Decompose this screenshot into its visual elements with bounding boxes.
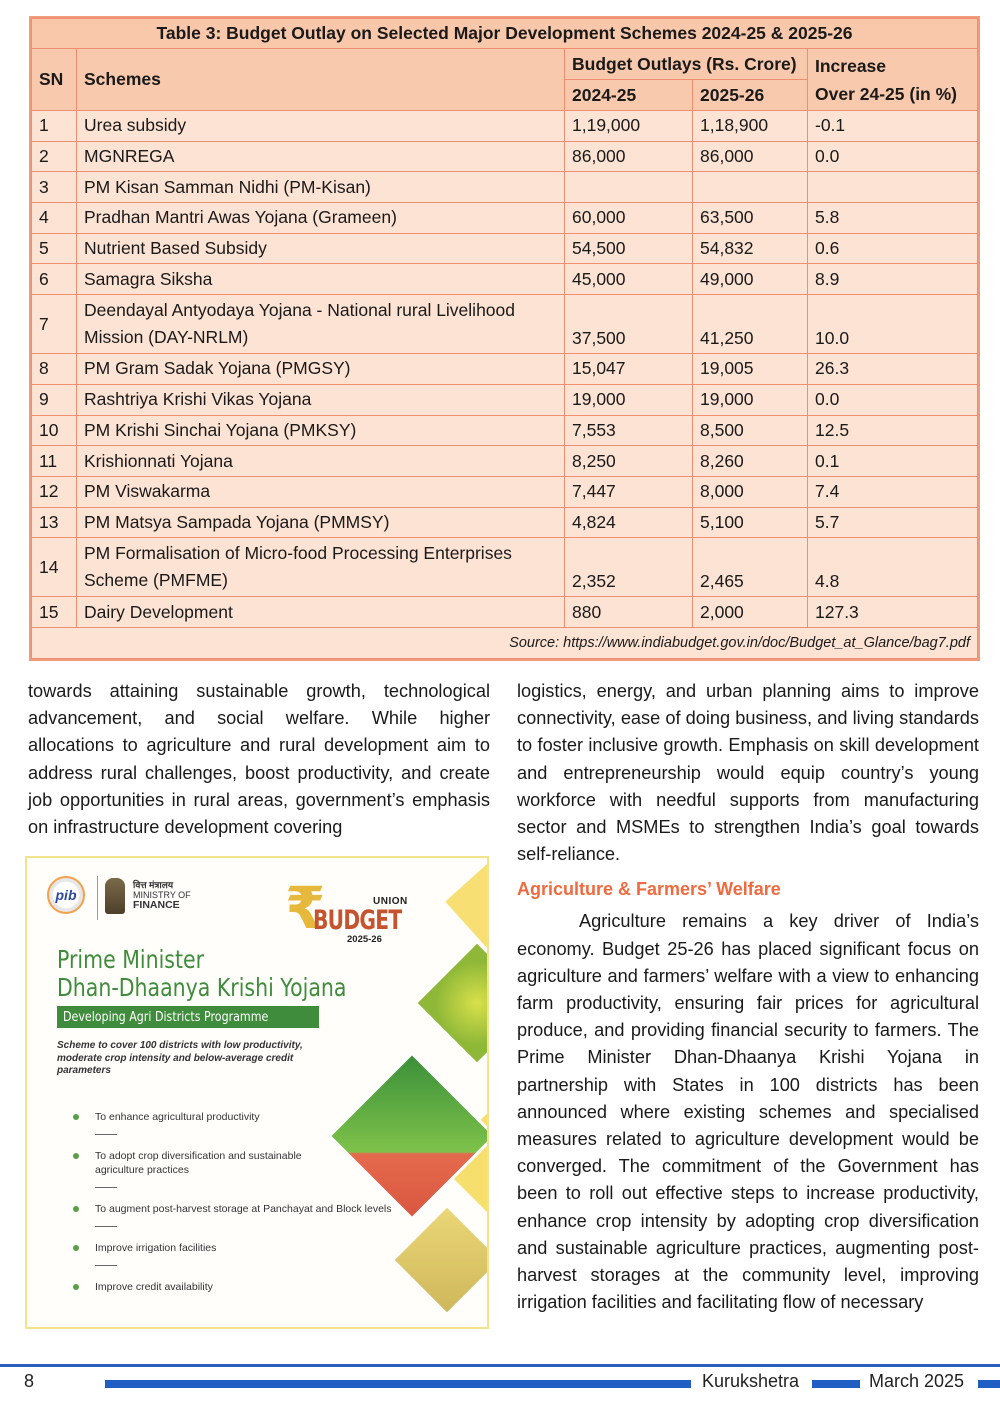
- cell-2025-26: [693, 172, 808, 203]
- cell-2024-25: 54,500: [565, 233, 693, 264]
- cell-scheme: PM Kisan Samman Nidhi (PM-Kisan): [77, 172, 565, 203]
- table-row: [32, 597, 978, 628]
- cell-2025-26: 8,500: [693, 415, 808, 446]
- table-caption: Table 3: Budget Outlay on Selected Major Development Schemes 2024-25 & 2025-26: [32, 19, 978, 49]
- table-row: [32, 295, 978, 354]
- cell-sn: 9: [32, 384, 77, 415]
- cell-2025-26: 8,260: [693, 446, 808, 477]
- cell-2025-26: 19,005: [693, 354, 808, 385]
- bullet-icon: [73, 1284, 79, 1290]
- page-number: 8: [24, 1371, 35, 1391]
- cell-sn: 4: [32, 203, 77, 234]
- header-year-2024-25: 2024-25: [565, 80, 693, 111]
- cell-2025-26: 2,000: [693, 597, 808, 628]
- bullet-icon: [73, 1153, 79, 1159]
- cell-2025-26: 5,100: [693, 507, 808, 538]
- bullet-icon: [73, 1245, 79, 1251]
- footer-rule: [0, 1364, 1000, 1367]
- table-row: [32, 203, 978, 234]
- table-row: [32, 415, 978, 446]
- divider: [95, 1187, 117, 1188]
- cell-2025-26: 2,465: [693, 538, 808, 597]
- cell-increase: 0.6: [808, 233, 978, 264]
- cell-sn: 12: [32, 476, 77, 507]
- cell-sn: 2: [32, 141, 77, 172]
- cell-scheme: PM Krishi Sinchai Yojana (PMKSY): [77, 415, 565, 446]
- pm-dhan-dhaanya-poster: [25, 856, 489, 1329]
- table-row: [32, 446, 978, 477]
- budget-label: BUDGET: [313, 905, 402, 936]
- cell-sn: 13: [32, 507, 77, 538]
- list-item-text: To adopt crop diversification and sustainable agriculture practices: [95, 1150, 302, 1176]
- poster-tagline: [57, 1006, 319, 1028]
- cell-2024-25: 15,047: [565, 354, 693, 385]
- cell-scheme: Samagra Siksha: [77, 264, 565, 295]
- list-item-text: Improve credit availability: [95, 1281, 213, 1293]
- poster-title: [57, 946, 346, 1002]
- logo-divider: [97, 876, 98, 920]
- cell-scheme: Urea subsidy: [77, 111, 565, 142]
- cell-sn: 8: [32, 354, 77, 385]
- cell-scheme-line2: Scheme (PMFME): [84, 570, 228, 591]
- cell-2025-26: 86,000: [693, 141, 808, 172]
- cell-scheme: PM Matsya Sampada Yojana (PMMSY): [77, 507, 565, 538]
- cell-2025-26: 54,832: [693, 233, 808, 264]
- union-label: UNION: [373, 896, 408, 907]
- table-row: [32, 507, 978, 538]
- poster-tagline-text: Developing Agri Districts Programme: [63, 1009, 269, 1025]
- right-paragraph-1: logistics, energy, and urban planning aims to improve connectivity, ease of doing business, and living standards to foster inclusive growth. Emphasis on skill development and entrepreneurship would equip country’s young workforce with needful supports from manufacturing sector and MSMEs to strengthen India’s goal towards self-reliance.: [517, 681, 979, 865]
- bullet-icon: [73, 1114, 79, 1120]
- cell-sn: 3: [32, 172, 77, 203]
- list-item-text: Improve irrigation facilities: [95, 1242, 217, 1254]
- cell-scheme-line2: Mission (DAY-NRLM): [84, 327, 249, 348]
- cell-scheme: Krishionnati Yojana: [77, 446, 565, 477]
- cell-sn: 1: [32, 111, 77, 142]
- cell-2024-25: 4,824: [565, 507, 693, 538]
- list-item: [73, 1202, 453, 1227]
- cell-scheme: Pradhan Mantri Awas Yojana (Grameen): [77, 203, 565, 234]
- table-row: [32, 538, 978, 597]
- cell-2024-25: 1,19,000: [565, 111, 693, 142]
- cell-increase: [808, 172, 978, 203]
- cell-sn: 6: [32, 264, 77, 295]
- cell-2025-26: 49,000: [693, 264, 808, 295]
- cell-sn: 7: [32, 295, 77, 354]
- cell-scheme-line1: PM Formalisation of Micro-food Processing Enterprises: [84, 543, 512, 564]
- table-row: [32, 384, 978, 415]
- header-budget-outlays: Budget Outlays (Rs. Crore): [565, 49, 808, 80]
- table-row: [32, 264, 978, 295]
- cell-increase: 127.3: [808, 597, 978, 628]
- cell-2025-26: 63,500: [693, 203, 808, 234]
- cell-sn: 15: [32, 597, 77, 628]
- table-row: [32, 111, 978, 142]
- journal-name: Kurukshetra: [702, 1371, 800, 1391]
- cell-increase: 8.9: [808, 264, 978, 295]
- cell-2025-26: 41,250: [693, 295, 808, 354]
- cell-2024-25: 45,000: [565, 264, 693, 295]
- list-item-text: To enhance agricultural productivity: [95, 1111, 260, 1123]
- cell-sn: 11: [32, 446, 77, 477]
- cell-scheme: [77, 295, 565, 354]
- list-item: [73, 1110, 453, 1135]
- cell-scheme-line1: Deendayal Antyodaya Yojana - National rural Livelihood: [84, 300, 515, 321]
- cell-scheme: PM Viswakarma: [77, 476, 565, 507]
- cell-sn: 14: [32, 538, 77, 597]
- header-increase-line1: Increase: [815, 55, 887, 76]
- cell-increase: -0.1: [808, 111, 978, 142]
- cell-increase: 4.8: [808, 538, 978, 597]
- cell-scheme: [77, 538, 565, 597]
- cell-2024-25: 37,500: [565, 295, 693, 354]
- ministry-line2: FINANCE: [133, 899, 180, 911]
- list-item: [73, 1280, 453, 1294]
- table-row: [32, 354, 978, 385]
- table-row: [32, 141, 978, 172]
- left-paragraph: towards attaining sustainable growth, technological advancement, and social welfare. While higher allocations to agriculture and rural development aim to address rural challenges, boost productivity, and create job opportunities in rural areas, government’s emphasis on infrastructure development covering: [28, 681, 490, 838]
- cell-increase: 0.0: [808, 384, 978, 415]
- cell-sn: 5: [32, 233, 77, 264]
- poster-subtitle: Scheme to cover 100 districts with low productivity, moderate crop intensity and below-average credit parameters: [57, 1040, 303, 1076]
- cell-scheme: MGNREGA: [77, 141, 565, 172]
- table-row: [32, 172, 978, 203]
- poster-objectives-list: [73, 1110, 453, 1294]
- right-paragraph-2: Agriculture remains a key driver of India’s economy. Budget 25-26 has placed significant focus on agriculture and farmers’ welfare with a view to enhancing farm productivity, ensuring fair prices for agricultural produce, and providing financial security to farmers. The Prime Minister Dhan-Dhaanya Krishi Yojana in partnership with States in 100 districts has been announced where existing schemes and specialised measures related to agriculture development would be converged. The commitment of the Government has been to roll out effective steps to increase productivity, enhance crop intensity by adopting crop diversification and sustainable agriculture practices, augmenting post-harvest storages at the community level, improving irrigation facilities and facilitating flow of necessary: [517, 911, 979, 1313]
- divider: [95, 1226, 117, 1227]
- cell-2024-25: 19,000: [565, 384, 693, 415]
- cell-scheme: Rashtriya Krishi Vikas Yojana: [77, 384, 565, 415]
- table-source: Source: https://www.indiabudget.gov.in/doc/Budget_at_Glance/bag7.pdf: [32, 627, 978, 658]
- cell-scheme: PM Gram Sadak Yojana (PMGSY): [77, 354, 565, 385]
- list-item-text: To augment post-harvest storage at Panchayat and Block levels: [95, 1203, 392, 1215]
- ministry-line1: MINISTRY OF: [133, 890, 191, 900]
- header-increase-line2: Over 24-25 (in %): [815, 83, 957, 104]
- cell-increase: 12.5: [808, 415, 978, 446]
- cell-2024-25: 86,000: [565, 141, 693, 172]
- cell-2024-25: 60,000: [565, 203, 693, 234]
- mustard-field-image: [413, 939, 489, 1066]
- header-increase: [808, 49, 978, 111]
- pib-logo-icon: pib: [47, 876, 85, 914]
- ministry-hindi: वित्त मंत्रालय: [133, 880, 174, 890]
- right-column: [517, 678, 979, 1316]
- ministry-of-finance-label: [133, 880, 191, 910]
- budget-table: [29, 16, 980, 661]
- cell-increase: 0.0: [808, 141, 978, 172]
- national-emblem-icon: [105, 878, 125, 914]
- cell-increase: 26.3: [808, 354, 978, 385]
- header-year-2025-26: 2025-26: [693, 80, 808, 111]
- poster-title-line1: Prime Minister: [57, 945, 205, 974]
- cell-2024-25: [565, 172, 693, 203]
- cell-2024-25: 7,447: [565, 476, 693, 507]
- cell-sn: 10: [32, 415, 77, 446]
- issue-date: March 2025: [869, 1371, 965, 1391]
- divider: [95, 1265, 117, 1266]
- poster-title-line2: Dhan-Dhaanya Krishi Yojana: [57, 973, 347, 1002]
- list-item: [73, 1241, 453, 1266]
- bullet-icon: [73, 1206, 79, 1212]
- rupee-icon: ₹: [285, 874, 326, 942]
- cell-2024-25: 7,553: [565, 415, 693, 446]
- budget-outlay-table: [31, 18, 978, 659]
- header-sn: SN: [32, 49, 77, 111]
- cell-scheme: Dairy Development: [77, 597, 565, 628]
- table-row: [32, 476, 978, 507]
- cell-increase: 0.1: [808, 446, 978, 477]
- cell-2024-25: 8,250: [565, 446, 693, 477]
- footer-bar: [812, 1380, 860, 1388]
- footer-bar: [978, 1380, 1000, 1388]
- divider: [95, 1134, 117, 1135]
- table-row: [32, 233, 978, 264]
- section-heading: Agriculture & Farmers’ Welfare: [517, 879, 781, 900]
- footer-bar: [105, 1380, 691, 1388]
- cell-increase: 5.7: [808, 507, 978, 538]
- cell-increase: 10.0: [808, 295, 978, 354]
- cell-scheme: Nutrient Based Subsidy: [77, 233, 565, 264]
- cell-increase: 5.8: [808, 203, 978, 234]
- left-column: [28, 678, 490, 841]
- cell-2025-26: 1,18,900: [693, 111, 808, 142]
- cell-2024-25: 2,352: [565, 538, 693, 597]
- header-schemes: Schemes: [77, 49, 565, 111]
- budget-year: 2025-26: [347, 934, 382, 945]
- cell-2025-26: 8,000: [693, 476, 808, 507]
- cell-2025-26: 19,000: [693, 384, 808, 415]
- cell-increase: 7.4: [808, 476, 978, 507]
- list-item: [73, 1149, 333, 1188]
- cell-2024-25: 880: [565, 597, 693, 628]
